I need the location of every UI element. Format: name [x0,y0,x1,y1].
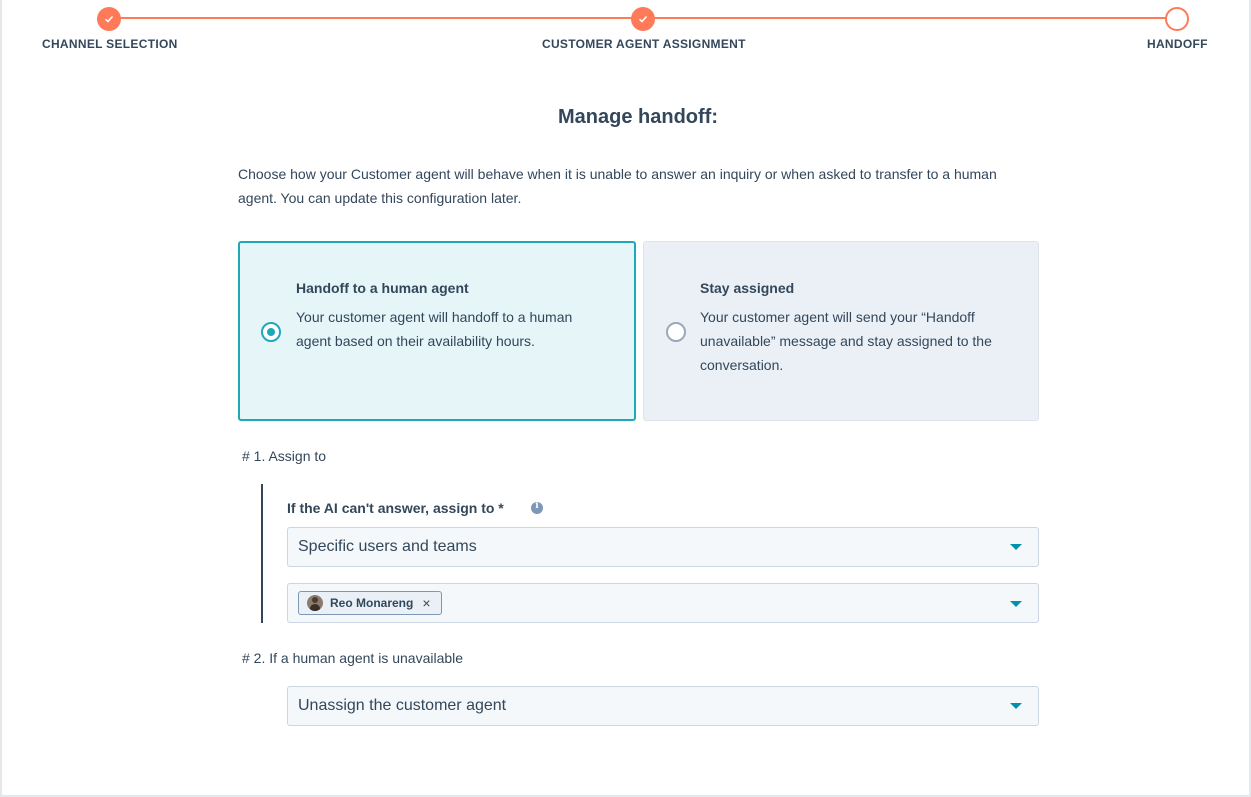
option-title: Handoff to a human agent [296,280,469,296]
caret-down-icon [1010,544,1022,550]
step-2-complete-icon [631,7,655,31]
option-card-handoff[interactable] [238,241,636,421]
caret-down-icon [1010,703,1022,709]
unavailable-action-select[interactable] [287,686,1039,726]
option-card-stay-assigned[interactable] [643,241,1039,421]
option-title: Stay assigned [700,280,795,296]
step-2-label: CUSTOMER AGENT ASSIGNMENT [542,37,746,51]
assignee-name: Reo Monareng [330,596,414,610]
avatar [307,595,323,611]
page-title: Manage handoff: [558,106,718,128]
section-divider [261,484,263,623]
page-description: Choose how your Customer agent will behave when it is unable to answer an inquiry or when asked to transfer to a human agent. You can update this configuration later. [238,166,997,206]
option-description: Your customer agent will send your “Handoff unavailable” message and stay assigned to the conversation. [700,309,992,373]
assign-to-label: If the AI can't answer, assign to * [287,500,504,516]
section-assign-heading: # 1. Assign to [242,448,327,464]
option-description: Your customer agent will handoff to a human agent based on their availability hours. [296,309,573,349]
info-icon[interactable] [531,502,543,514]
radio-unselected-icon[interactable] [666,322,686,342]
step-3-label: HANDOFF [1147,37,1208,51]
step-3-current-icon [1165,7,1189,31]
select-value: Unassign the customer agent [298,697,507,714]
assignee-tag [298,591,442,615]
caret-down-icon [1010,601,1022,607]
assignee-multiselect[interactable] [287,583,1039,623]
section-unavailable-heading: # 2. If a human agent is unavailable [242,650,464,666]
remove-tag-icon[interactable]: × [422,595,431,611]
assign-to-select[interactable] [287,527,1039,567]
step-1-label: CHANNEL SELECTION [42,37,178,51]
step-1-complete-icon [97,7,121,31]
radio-selected-icon[interactable] [261,322,281,342]
select-value: Specific users and teams [298,538,477,555]
